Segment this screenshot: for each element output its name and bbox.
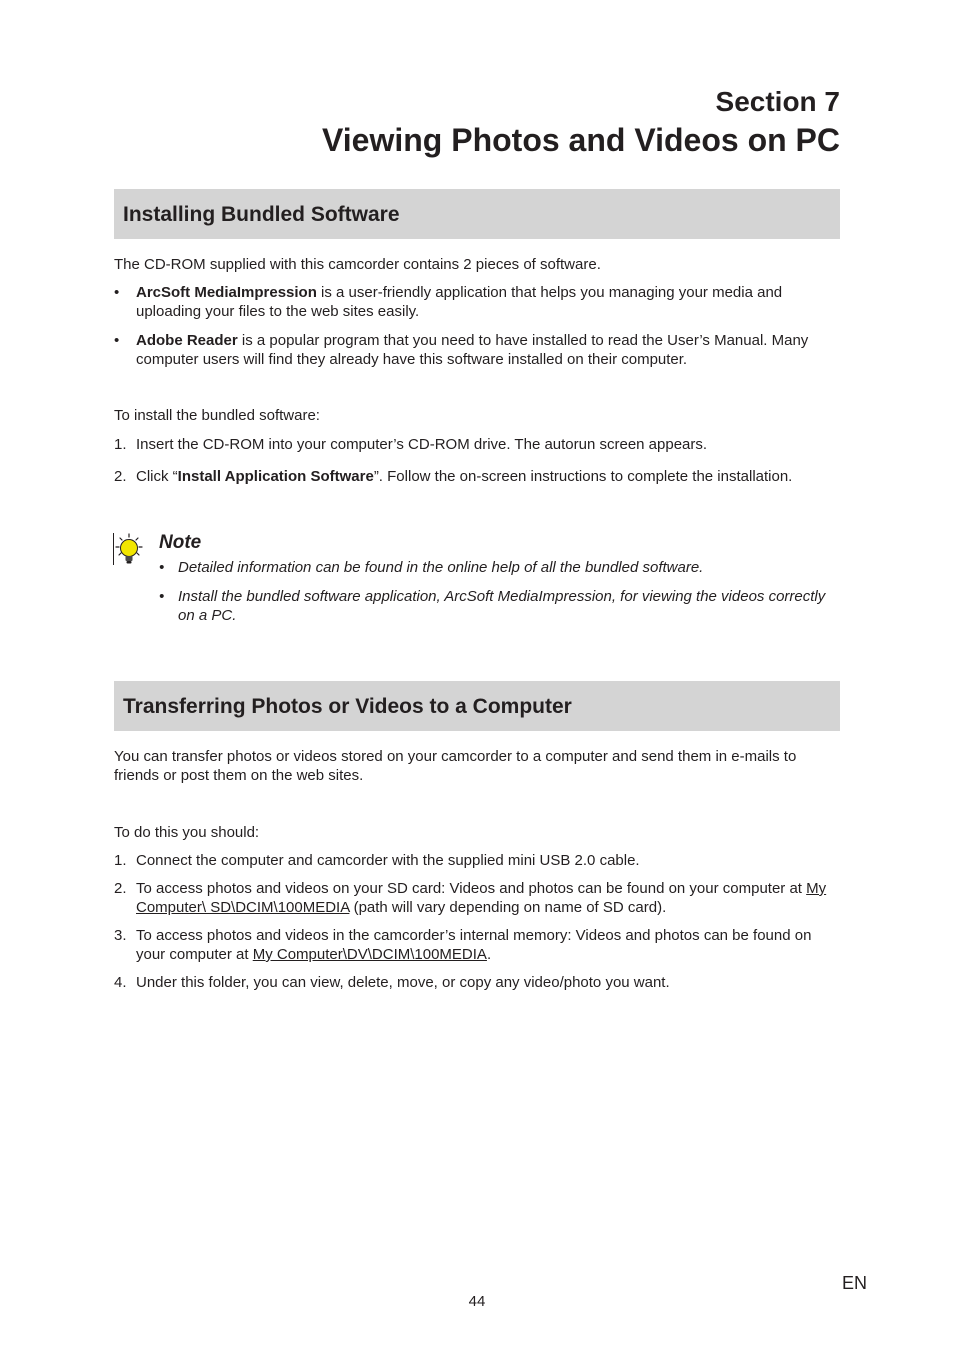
step-bold-text: Install Application Software	[177, 468, 374, 485]
page-number: 44	[468, 1293, 486, 1310]
list-item	[114, 435, 840, 454]
step-number: 3.	[114, 927, 127, 944]
step-text: (path will vary depending on name of SD card).	[349, 899, 667, 916]
list-item	[159, 558, 840, 577]
software-description: is a user-friendly application that helps you managing your media and uploading your files to the web sites easily.	[136, 284, 783, 320]
list-item	[114, 879, 840, 917]
list-item	[114, 467, 840, 486]
title-block	[322, 86, 840, 160]
transferring-intro	[114, 747, 840, 785]
transferring-intro-text: You can transfer photos or videos stored on your camcorder to a computer and send them in e-mails to friends or post them on the web sites.	[114, 748, 797, 784]
note	[159, 532, 840, 625]
step-text: Under this folder, you can view, delete, move, or copy any video/photo you want.	[136, 974, 670, 991]
step-number: 1.	[114, 852, 127, 869]
list-item	[159, 587, 840, 625]
section-heading-installing: Installing Bundled Software	[114, 189, 840, 239]
note-heading: Note	[159, 532, 202, 553]
bullet: •	[159, 588, 165, 605]
installing-intro-text: The CD-ROM supplied with this camcorder contains 2 pieces of software.	[114, 256, 601, 273]
step-text: Click “	[136, 468, 178, 485]
software-description: is a popular program that you need to have installed to read the User’s Manual. Many computer users will find they already have this software installed on their computer.	[136, 332, 809, 368]
step-text: Insert the CD-ROM into your computer’s CD-ROM drive. The autorun screen appears.	[136, 436, 708, 453]
sd-card-path-link[interactable]: My Computer\ SD\DCIM\100MEDIA	[136, 880, 827, 916]
step-number: 2.	[114, 468, 127, 485]
software-name: Adobe Reader	[136, 332, 238, 349]
install-steps-intro-text: To install the bundled software:	[114, 407, 320, 424]
software-list	[114, 283, 840, 369]
step-text: .	[486, 946, 492, 963]
step-text: To access photos and videos in the camcorder’s internal memory: Videos and photos can be found on your computer at	[136, 927, 812, 963]
lightbulb-icon	[112, 532, 148, 566]
software-name: ArcSoft MediaImpression	[136, 284, 317, 301]
list-item	[114, 331, 840, 369]
bullet: •	[159, 559, 165, 576]
section-label: Section 7	[715, 86, 840, 117]
bullet: •	[114, 284, 120, 301]
note-list	[159, 558, 840, 625]
install-steps	[114, 435, 840, 486]
transfer-steps	[114, 851, 840, 992]
list-item	[114, 973, 840, 992]
note-text: Install the bundled software application, ArcSoft MediaImpression, for viewing the videos correctly on a PC.	[178, 588, 826, 624]
step-number: 2.	[114, 880, 127, 897]
transfer-steps-intro-text: To do this you should:	[114, 824, 260, 841]
list-item	[114, 851, 840, 870]
bullet: •	[114, 332, 120, 349]
note-text: Detailed information can be found in the online help of all the bundled software.	[178, 559, 704, 576]
internal-memory-path-link[interactable]: My Computer\DV\DCIM\100MEDIA	[252, 946, 487, 963]
list-item	[114, 283, 840, 321]
transfer-steps-intro	[114, 823, 840, 842]
step-number: 1.	[114, 436, 127, 453]
language-tag: EN	[841, 1273, 867, 1293]
step-text: To access photos and videos on your SD card: Videos and photos can be found on your computer at	[136, 880, 807, 897]
step-text: ”. Follow the on-screen instructions to complete the installation.	[373, 468, 793, 485]
step-text: Connect the computer and camcorder with the supplied mini USB 2.0 cable.	[136, 852, 640, 869]
page-title: Viewing Photos and Videos on PC	[322, 122, 840, 158]
step-number: 4.	[114, 974, 127, 991]
section-heading-transferring: Transferring Photos or Videos to a Computer	[114, 681, 840, 731]
list-item	[114, 926, 840, 964]
installing-intro	[114, 255, 840, 274]
install-steps-intro	[114, 406, 840, 425]
